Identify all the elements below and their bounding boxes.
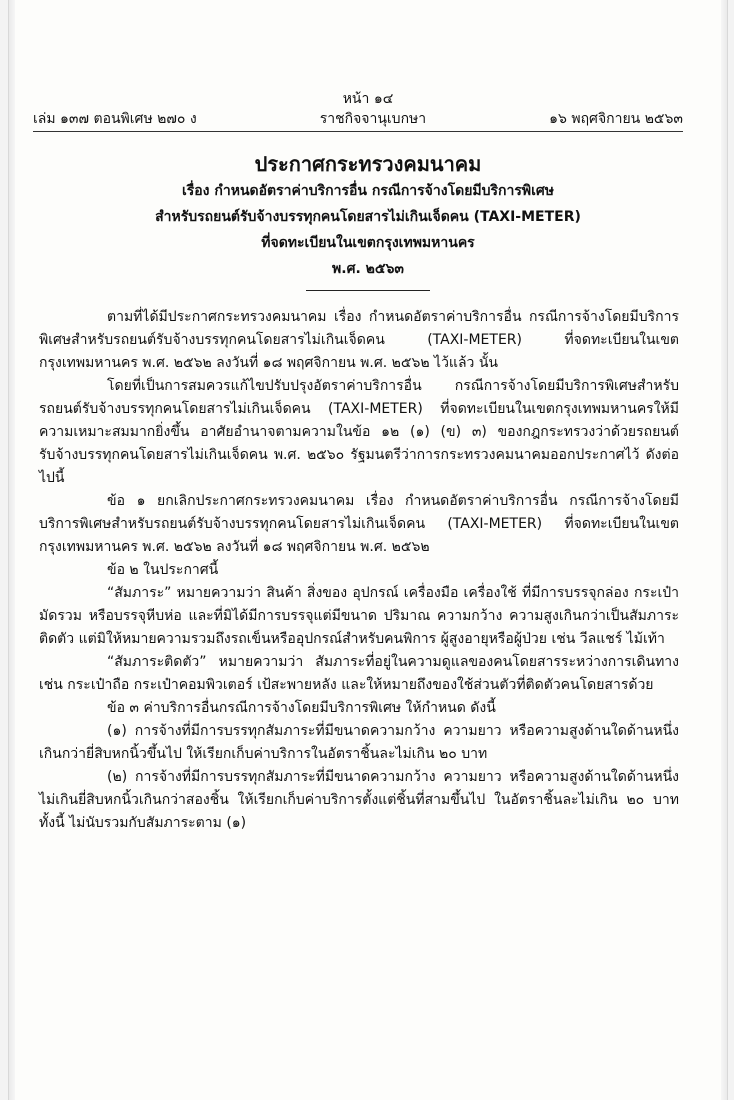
announcement-title-block [9, 150, 727, 291]
clause-1: ข้อ ๑ ยกเลิกประกาศกระทรวงคมนาคม เรื่อง กำหนดอัตราค่าบริการอื่น กรณีการจ้างโดยมีบริการพิเศษสำหรับรถยนต์รับจ้างบรรทุกคนโดยสารไม่เกินเจ็ดคน (TAXI-METER) ที่จดทะเบียนในเขตกรุงเทพมหานคร พ.ศ. ๒๕๖๒ ลงวันที่ ๑๘ พฤศจิกายน พ.ศ. ๒๕๖๒ [39, 493, 679, 555]
title-divider [306, 290, 430, 291]
paragraph-preamble: ตามที่ได้มีประกาศกระทรวงคมนาคม เรื่อง กำหนดอัตราค่าบริการอื่น กรณีการจ้างโดยมีบริการพิเศษสำหรับรถยนต์รับจ้างบรรทุกคนโดยสารไม่เกินเจ็ดคน (TAXI-METER) ที่จดทะเบียนในเขตกรุงเทพมหานคร พ.ศ. ๒๕๖๒ ลงวันที่ ๑๘ พฤศจิกายน พ.ศ. ๒๕๖๒ ไว้แล้ว นั้น [39, 309, 679, 371]
document-page [8, 0, 728, 1100]
announcement-year: พ.ศ. ๒๕๖๓ [332, 261, 404, 277]
announcement-subject-line-3: ที่จดทะเบียนในเขตกรุงเทพมหานคร [261, 235, 475, 251]
clause-3-item-1: (๑) การจ้างที่มีการบรรทุกสัมภาระที่มีขนาดความกว้าง ความยาว หรือความสูงด้านใดด้านหนึ่งเกินกว่ายี่สิบหกนิ้วขึ้นไป ให้เรียกเก็บค่าบริการในอัตราชิ้นละไม่เกิน ๒๐ บาท [39, 723, 679, 762]
announcement-body [39, 306, 679, 835]
announcement-subject-line-2: สำหรับรถยนต์รับจ้างบรรทุกคนโดยสารไม่เกินเจ็ดคน (TAXI-METER) [155, 209, 581, 225]
clause-3-item-2: (๒) การจ้างที่มีการบรรทุกสัมภาระที่มีขนาดความกว้าง ความยาว หรือความสูงด้านใดด้านหนึ่งไม่เกินยี่สิบหกนิ้วเกินกว่าสองชิ้น ให้เรียกเก็บค่าบริการตั้งแต่ชิ้นที่สามขึ้นไป ในอัตราชิ้นละไม่เกิน ๒๐ บาท ทั้งนี้ ไม่นับรวมกับสัมภาระตาม (๑) [39, 769, 679, 831]
definition-luggage: “สัมภาระ” หมายความว่า สินค้า สิ่งของ อุปกรณ์ เครื่องมือ เครื่องใช้ ที่มีการบรรจุกล่อง กระเป๋า มัดรวม หรือบรรจุหีบห่อ และที่มิได้มีการบรรจุแต่มีขนาด ปริมาณ ความกว้าง ความสูงเกินกว่าเป็นสัมภาระติดตัว แต่มิให้หมายความรวมถึงรถเข็นหรืออุปกรณ์สำหรับคนพิการ ผู้สูงอายุหรือผู้ป่วย เช่น วีลแชร์ ไม้เท้า [39, 585, 679, 647]
definition-carry-on: “สัมภาระติดตัว” หมายความว่า สัมภาระที่อยู่ในความดูแลของคนโดยสารระหว่างการเดินทาง เช่น กระเป๋าถือ กระเป๋าคอมพิวเตอร์ เป้สะพายหลัง และให้หมายถึงของใช้ส่วนตัวที่ติดตัวคนโดยสารด้วย [39, 654, 679, 693]
header-divider [33, 131, 683, 132]
gazette-header [33, 108, 683, 130]
header-date: ๑๖ พฤศจิกายน ๒๕๖๓ [549, 111, 683, 127]
clause-2: ข้อ ๒ ในประกาศนี้ [107, 562, 219, 578]
paragraph-authority: โดยที่เป็นการสมควรแก้ไขปรับปรุงอัตราค่าบริการอื่น กรณีการจ้างโดยมีบริการพิเศษสำหรับรถยนต์รับจ้างบรรทุกคนโดยสารไม่เกินเจ็ดคน (TAXI-METER) ที่จดทะเบียนในเขตกรุงเทพมหานครให้มีความเหมาะสมมากยิ่งขึ้น อาศัยอำนาจตามความในข้อ ๑๒ (๑) (ข) ๓) ของกฎกระทรวงว่าด้วยรถยนต์รับจ้างบรรทุกคนโดยสารไม่เกินเจ็ดคน พ.ศ. ๒๕๖๐ รัฐมนตรีว่าการกระทรวงคมนาคมออกประกาศไว้ ดังต่อไปนี้ [39, 378, 679, 486]
clause-3: ข้อ ๓ ค่าบริการอื่นกรณีการจ้างโดยมีบริการพิเศษ ให้กำหนด ดังนี้ [107, 700, 496, 716]
header-volume: เล่ม ๑๓๗ ตอนพิเศษ ๒๗๐ ง [33, 111, 197, 127]
announcement-title: ประกาศกระทรวงคมนาคม [254, 152, 482, 176]
header-gazette-name: ราชกิจจานุเบกษา [319, 111, 427, 127]
page-number: หน้า ๑๔ [342, 91, 394, 107]
announcement-subject-line-1: เรื่อง กำหนดอัตราค่าบริการอื่น กรณีการจ้างโดยมีบริการพิเศษ [181, 183, 555, 199]
